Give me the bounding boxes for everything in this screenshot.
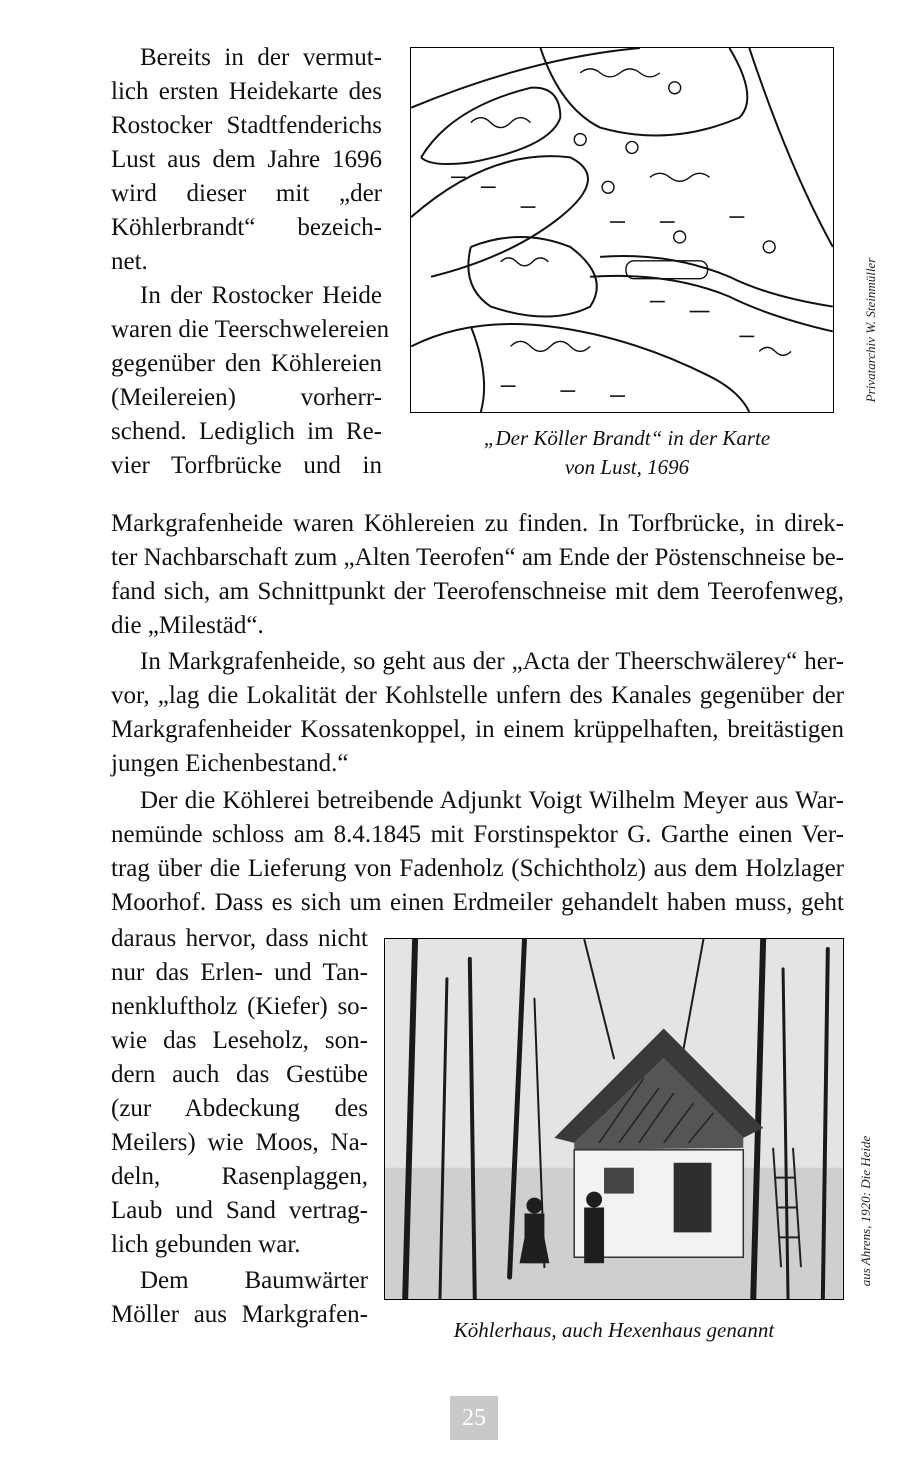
map-figure bbox=[410, 47, 834, 413]
map-credit: Privatarchiv W. Steinmüller bbox=[863, 257, 878, 403]
text-line: (Meilereien) vorherr- bbox=[111, 384, 382, 411]
text-line: nemünde schloss am 8.4.1845 mit Forstinspektor G. Garthe einen Ver- bbox=[111, 821, 844, 848]
text-line: Meilers) wie Moos, Na- bbox=[111, 1129, 368, 1156]
photo-caption: Köhlerhaus, auch Hexenhaus genannt bbox=[453, 1318, 775, 1342]
text-line: Markgrafenheider Kossatenkoppel, in einem krüppelhaften, breitästigen bbox=[111, 716, 844, 743]
text-line: Laub und Sand vertrag- bbox=[111, 1197, 368, 1224]
text-line: die „Milestäd“. bbox=[111, 612, 264, 639]
map-illustration bbox=[411, 48, 833, 412]
text-line: wie das Leseholz, son- bbox=[111, 1027, 368, 1054]
text-line: Markgrafenheide waren Köhlereien zu finden. In Torfbrücke, in direk- bbox=[111, 510, 844, 537]
text-line: Köhlerbrandt“ bezeich- bbox=[111, 214, 382, 241]
text-line: In Markgrafenheide, so geht aus der „Acta der Theerschwälerey“ her- bbox=[140, 648, 844, 675]
text-line: vor, „lag die Lokalität der Kohlstelle unfern des Kanales gegenüber der bbox=[111, 682, 844, 709]
text-line: deln, Rasenplaggen, bbox=[111, 1163, 368, 1190]
house-photo bbox=[385, 939, 843, 1299]
text-line: Dem Baumwärter bbox=[140, 1267, 368, 1294]
text-line: nenkluftholz (Kiefer) so- bbox=[111, 993, 368, 1020]
text-line: Moorhof. Dass es sich um einen Erdmeiler gehandelt haben muss, geht bbox=[111, 889, 844, 916]
text-line: Der die Köhlerei betreibende Adjunkt Voigt Wilhelm Meyer aus War- bbox=[140, 787, 844, 814]
text-line: (zur Abdeckung des bbox=[111, 1095, 368, 1122]
text-line: vier Torfbrücke und in bbox=[111, 452, 382, 479]
text-line: In der Rostocker Heide bbox=[140, 282, 382, 309]
text-line: wird dieser mit „der bbox=[111, 180, 382, 207]
text-line: lich ersten Heidekarte des bbox=[111, 78, 382, 105]
text-line: Rostocker Stadtfenderichs bbox=[111, 112, 382, 139]
text-line: net. bbox=[111, 248, 148, 275]
text-line: daraus hervor, dass nicht bbox=[111, 925, 368, 952]
text-line: nur das Erlen- und Tan- bbox=[111, 959, 368, 986]
text-line: lich gebunden war. bbox=[111, 1231, 301, 1258]
map-caption-line-2: von Lust, 1696 bbox=[564, 455, 690, 479]
text-line: dern auch das Gestübe bbox=[111, 1061, 368, 1088]
text-line: Möller aus Markgrafen- bbox=[111, 1301, 368, 1328]
text-line: waren die Teerschwelereien bbox=[111, 316, 390, 343]
text-line: jungen Eichenbestand.“ bbox=[111, 750, 349, 777]
page-number: 25 bbox=[450, 1396, 498, 1440]
text-line: fand sich, am Schnittpunkt der Teerofenschneise mit dem Teerofenweg, bbox=[111, 578, 844, 605]
text-line: Bereits in der vermut- bbox=[140, 44, 382, 71]
text-line: trag über die Lieferung von Fadenholz (Schichtholz) aus dem Holzlager bbox=[111, 855, 844, 882]
text-line: gegenüber den Köhlereien bbox=[111, 350, 382, 377]
text-line: schend. Lediglich im Re- bbox=[111, 418, 382, 445]
text-line: Lust aus dem Jahre 1696 bbox=[111, 146, 382, 173]
text-line: ter Nachbarschaft zum „Alten Teerofen“ am Ende der Pöstenschneise be- bbox=[111, 544, 844, 571]
photo-credit: aus Ahrens, 1920: Die Heide bbox=[858, 1135, 873, 1287]
map-caption-line-1: „Der Köller Brandt“ in der Karte bbox=[483, 426, 771, 450]
photo-figure bbox=[384, 938, 844, 1300]
